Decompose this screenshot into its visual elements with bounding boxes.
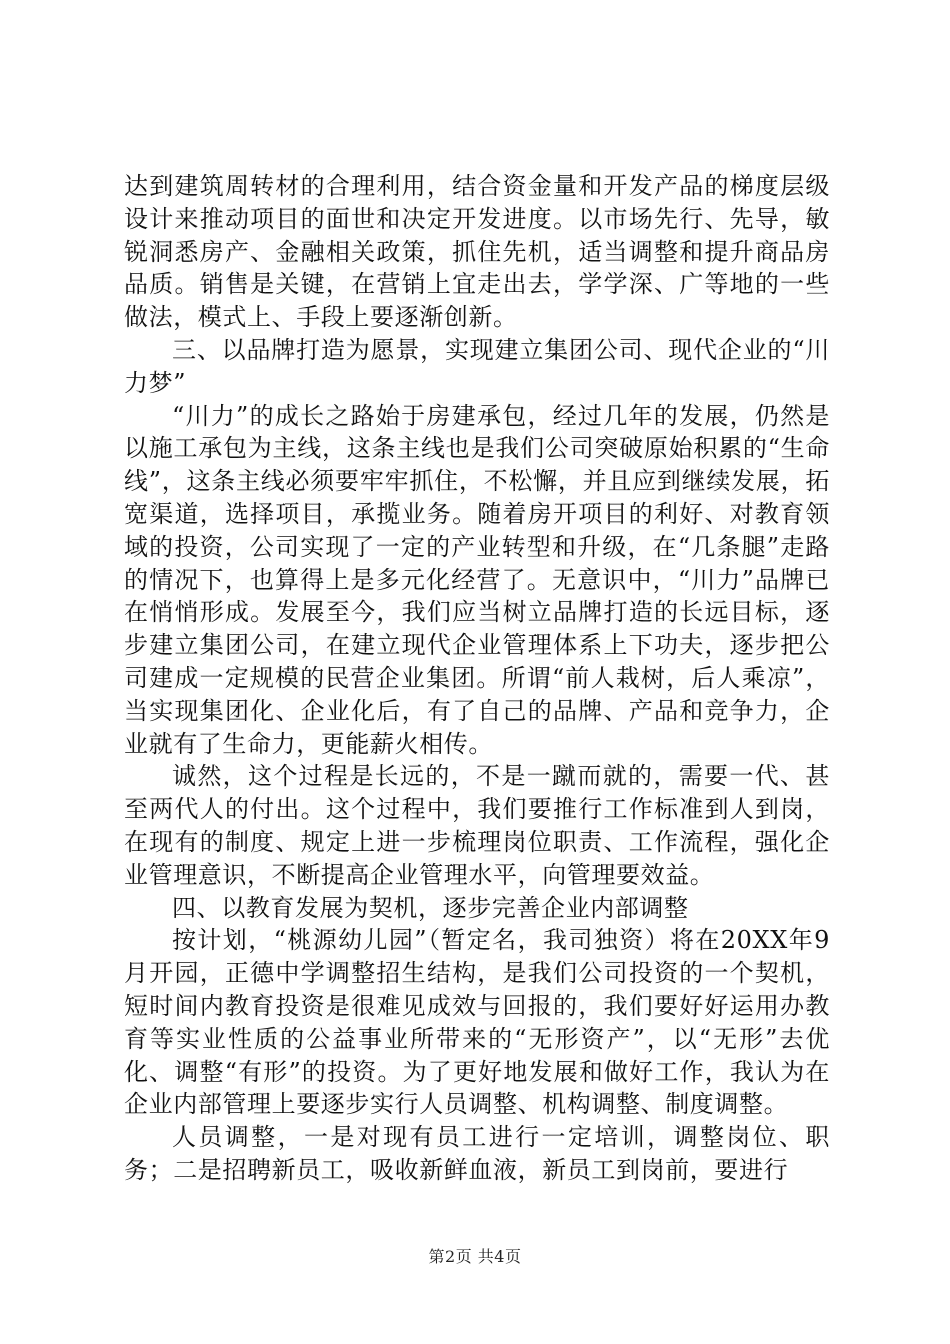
paragraph-3: 诚然，这个过程是长远的，不是一蹴而就的，需要一代、甚至两代人的付出。这个过程中，我们要推行工作标准到人到岗，在现有的制度、规定上进一步梳理岗位职责、工作流程，强化企业管理意识，不断提高企业管理水平，向管理要效益。 <box>124 762 830 889</box>
paragraph-5: 人员调整，一是对现有员工进行一定培训，调整岗位、职务；二是招聘新员工，吸收新鲜血液，新员工到岗前，要进行 <box>124 1123 830 1184</box>
document-body <box>124 170 830 1187</box>
paragraph-4: 按计划，“桃源幼儿园”（暂定名，我司独资）将在20XX年9月开园，正德中学调整招生结构，是我们公司投资的一个契机，短时间内教育投资是很难见成效与回报的，我们要好好运用办教育等实业性质的公益事业所带来的“无形资产”，以“无形”去优化、调整“有形”的投资。为了更好地发展和做好工作，我认为在企业内部管理上要逐步实行人员调整、机构调整、制度调整。 <box>124 926 830 1119</box>
paragraph-2: “川力”的成长之路始于房建承包，经过几年的发展，仍然是以施工承包为主线，这条主线也是我们公司突破原始积累的“生命线”，这条主线必须要牢牢抓住，不松懈，并且应到继续发展，拓宽渠道，选择项目，承揽业务。随着房开项目的利好、对教育领域的投资，公司实现了一定的产业转型和升级，在“几条腿”走路的情况下，也算得上是多元化经营了。无意识中，“川力”品牌已在悄悄形成。发展至今，我们应当树立品牌打造的长远目标，逐步建立集团公司，在建立现代企业管理体系上下功夫，逐步把公司建成一定规模的民营企业集团。所谓“前人栽树，后人乘凉”，当实现集团化、企业化后，有了自己的品牌、产品和竞争力，企业就有了生命力，更能薪火相传。 <box>124 401 830 758</box>
page-footer: 第2页 共4页 <box>428 1247 522 1266</box>
section-heading-3: 三、以品牌打造为愿景，实现建立集团公司、现代企业的“川力梦” <box>124 335 830 397</box>
paragraph-1: 达到建筑周转材的合理利用，结合资金量和开发产品的梯度层级设计来推动项目的面世和决定开发进度。以市场先行、先导，敏锐洞悉房产、金融相关政策，抓住先机，适当调整和提升商品房品质。销售是关键，在营销上宜走出去，学学深、广等地的一些做法，模式上、手段上要逐渐创新。 <box>124 172 830 332</box>
section-heading-4: 四、以教育发展为契机，逐步完善企业内部调整 <box>172 893 689 922</box>
